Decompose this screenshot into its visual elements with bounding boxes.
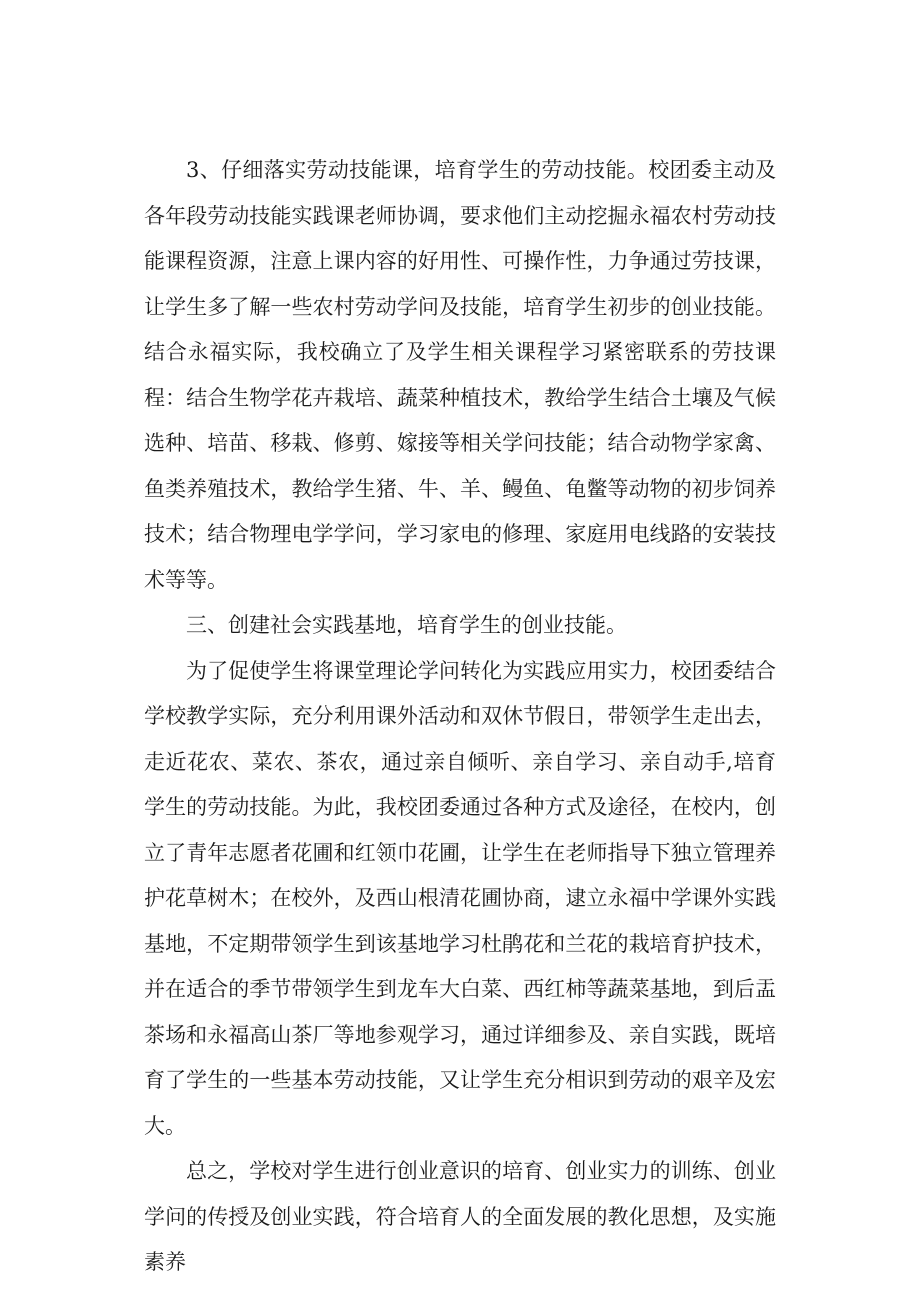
paragraph-practice-base: 为了促使学生将课堂理论学问转化为实践应用实力，校团委结合学校教学实际，充分利用课外活动和双休节假日，带领学生走出去，走近花农、菜农、茶农，通过亲自倾听、亲自学习、亲自动手,培育学生的劳动技能。为此，我校团委通过各种方式及途径，在校内，创立了青年志愿者花圃和红领巾花圃，让学生在老师指导下独立管理养护花草树木；在校外，及西山根清花圃协商，逮立永福中学课外实践基地，不定期带领学生到该基地学习杜鹃花和兰花的栽培育护技术，并在适合的季节带领学生到龙车大白菜、西红柿等蔬菜基地，到后盂茶场和永福高山茶厂等地参观学习，通过详细参及、亲自实践，既培育了学生的一些基本劳动技能，又让学生充分相识到劳动的艰辛及宏大。 xyxy=(144,658,776,1138)
paragraph-labor-skills-course: 3、仔细落实劳动技能课，培育学生的劳动技能。校团委主动及各年段劳动技能实践课老师协调，要求他们主动挖掘永福农村劳动技能课程资源，注意上课内容的好用性、可操作性，力争通过劳技课，让学生多了解一些农村劳动学问及技能，培育学生初步的创业技能。结合永福实际，我校确立了及学生相关课程学习紧密联系的劳技课程：结合生物学花卉栽培、蔬菜种植技术，教给学生结合土壤及气候选种、培苗、移栽、修剪、嫁接等相关学问技能；结合动物学家禽、鱼类养殖技术，教给学生猪、牛、羊、鳗鱼、龟鳖等动物的初步饲养技术；结合物理电学学问，学习家电的修理、家庭用电线路的安装技术等等。 xyxy=(144,158,776,592)
section-heading-practice-base: 三、创建社会实践基地，培育学生的创业技能。 xyxy=(186,613,627,637)
document-body xyxy=(144,148,776,1286)
paragraph-summary: 总之，学校对学生进行创业意识的培育、创业实力的训练、创业学问的传授及创业实践，符合培育人的全面发展的教化思想，及实施素养 xyxy=(144,1159,776,1274)
